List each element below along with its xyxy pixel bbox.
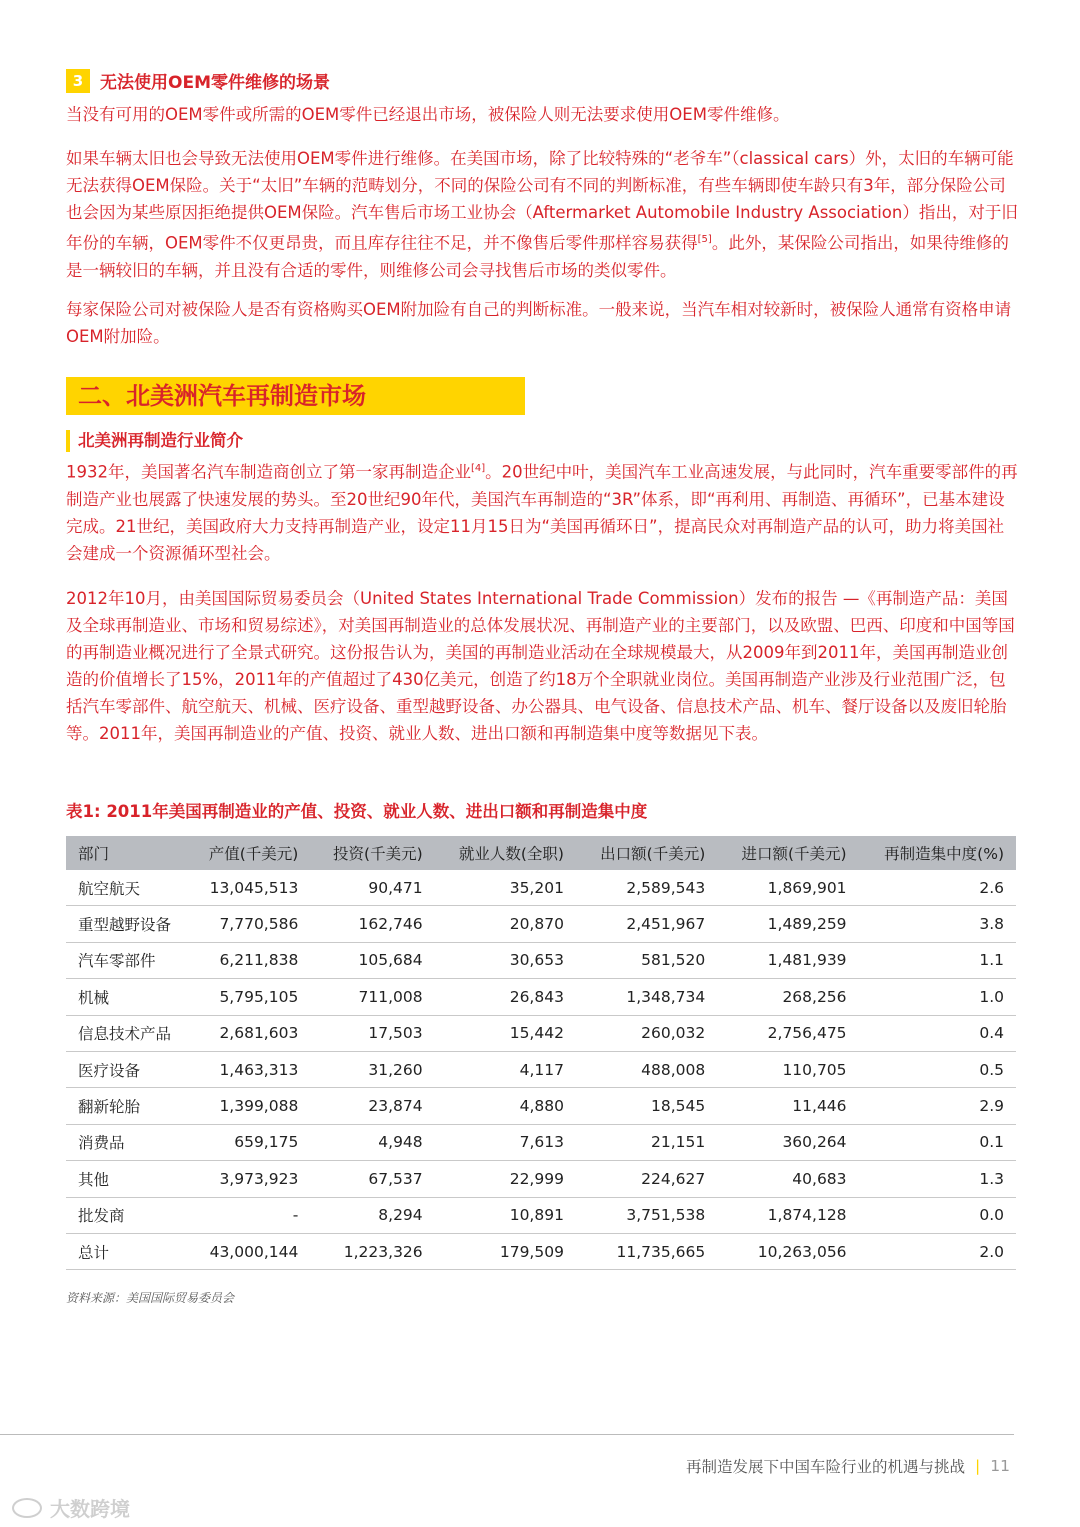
column-header: 出口额(千美元) <box>576 836 717 870</box>
section-3-paragraph-3: 每家保险公司对被保险人是否有资格购买OEM附加险有自己的判断标准。一般来说，当汽车相对较新时，被保险人通常有资格申请OEM附加险。 <box>66 300 1012 346</box>
row-label-cell: 总计 <box>66 1233 186 1269</box>
table-cell: 105,684 <box>310 942 434 978</box>
table-cell: 2,451,967 <box>576 906 717 942</box>
section-3-heading <box>66 68 330 93</box>
table-row <box>66 1051 1016 1087</box>
table-cell: 1,463,313 <box>186 1051 310 1087</box>
footnote-ref: [4] <box>471 463 486 474</box>
footer-title: 再制造发展下中国车险行业的机遇与挑战 <box>686 1458 966 1476</box>
table-cell: 1,223,326 <box>310 1233 434 1269</box>
table-cell: 3,973,923 <box>186 1161 310 1197</box>
row-label-cell: 汽车零部件 <box>66 942 186 978</box>
table-cell: 659,175 <box>186 1124 310 1160</box>
page-number: 11 <box>990 1457 1010 1475</box>
column-header: 进口额(千美元) <box>717 836 858 870</box>
chapter-banner: 二、北美洲汽车再制造市场 <box>66 377 525 415</box>
table-cell: 1,348,734 <box>576 979 717 1015</box>
table-cell: 0.0 <box>859 1197 1016 1233</box>
table-cell: 3.8 <box>859 906 1016 942</box>
table-cell: 7,770,586 <box>186 906 310 942</box>
table-cell: 20,870 <box>435 906 576 942</box>
row-label-cell: 重型越野设备 <box>66 906 186 942</box>
table-row <box>66 870 1016 906</box>
intro-paragraph-1 <box>66 455 1018 567</box>
table-cell: 4,948 <box>310 1124 434 1160</box>
row-label-cell: 批发商 <box>66 1197 186 1233</box>
table-cell: 162,746 <box>310 906 434 942</box>
page-footer <box>686 1455 1010 1477</box>
table-cell: 22,999 <box>435 1161 576 1197</box>
table-cell: 15,442 <box>435 1015 576 1051</box>
row-label-cell: 航空航天 <box>66 870 186 906</box>
table-row <box>66 1197 1016 1233</box>
table-cell: - <box>186 1197 310 1233</box>
row-label-cell: 机械 <box>66 979 186 1015</box>
table-row <box>66 1161 1016 1197</box>
table-cell: 11,735,665 <box>576 1233 717 1269</box>
table-cell: 13,045,513 <box>186 870 310 906</box>
column-header: 投资(千美元) <box>310 836 434 870</box>
paragraph-text: 。此外，某保险公司指出，如果待维修的是一辆较旧的车辆，并且没有合适的零件，则维修公司会寻找售后市场的类似零件。 <box>66 233 1009 280</box>
row-label-cell: 其他 <box>66 1161 186 1197</box>
table-cell: 21,151 <box>576 1124 717 1160</box>
table-cell: 260,032 <box>576 1015 717 1051</box>
table-cell: 31,260 <box>310 1051 434 1087</box>
column-header: 部门 <box>66 836 186 870</box>
table-header-row <box>66 836 1016 870</box>
column-header: 再制造集中度(%) <box>859 836 1016 870</box>
footnote-ref: [5] <box>697 234 712 245</box>
table-cell: 35,201 <box>435 870 576 906</box>
footer-divider <box>0 1434 1014 1435</box>
table-cell: 2.9 <box>859 1088 1016 1124</box>
table-cell: 0.4 <box>859 1015 1016 1051</box>
row-label-cell: 消费品 <box>66 1124 186 1160</box>
table-cell: 1.1 <box>859 942 1016 978</box>
column-header: 产值(千美元) <box>186 836 310 870</box>
table-cell: 110,705 <box>717 1051 858 1087</box>
table-row <box>66 906 1016 942</box>
table-cell: 10,891 <box>435 1197 576 1233</box>
section-number-badge: 3 <box>66 69 90 93</box>
table-cell: 8,294 <box>310 1197 434 1233</box>
table-row <box>66 942 1016 978</box>
table-cell: 711,008 <box>310 979 434 1015</box>
table-cell: 0.1 <box>859 1124 1016 1160</box>
row-label-cell: 信息技术产品 <box>66 1015 186 1051</box>
table-cell: 1.0 <box>859 979 1016 1015</box>
intro-heading: 北美洲再制造行业简介 <box>66 430 243 452</box>
table-cell: 360,264 <box>717 1124 858 1160</box>
table-cell: 11,446 <box>717 1088 858 1124</box>
table-cell: 179,509 <box>435 1233 576 1269</box>
table-cell: 90,471 <box>310 870 434 906</box>
table-cell: 2.6 <box>859 870 1016 906</box>
paragraph-text: 。20世纪中叶，美国汽车工业高速发展，与此同时，汽车重要零部件的再制造产业也展露了快速发展的势头。至20世纪90年代，美国汽车再制造的“3R”体系，即“再利用、再制造、再循环”，已基本建设完成。21世纪，美国政府大力支持再制造产业，设定11月15日为“美国再循环日”，提高民众对再制造产品的认可，助力将美国社会建成一个资源循环型社会。 <box>66 462 1018 563</box>
table-cell: 6,211,838 <box>186 942 310 978</box>
section-3-paragraph-2 <box>66 145 1018 284</box>
table-cell: 2,589,543 <box>576 870 717 906</box>
table-cell: 488,008 <box>576 1051 717 1087</box>
table-cell: 5,795,105 <box>186 979 310 1015</box>
table-cell: 1,869,901 <box>717 870 858 906</box>
table-row <box>66 1124 1016 1160</box>
table-row <box>66 1088 1016 1124</box>
footer-separator: | <box>975 1457 981 1475</box>
watermark-text: 大数跨境 <box>50 1497 130 1521</box>
table-cell: 2,756,475 <box>717 1015 858 1051</box>
watermark <box>12 1493 130 1522</box>
table-cell: 1,874,128 <box>717 1197 858 1233</box>
column-header: 就业人数(全职) <box>435 836 576 870</box>
table-caption: 表1: 2011年美国再制造业的产值、投资、就业人数、进出口额和再制造集中度 <box>66 802 648 821</box>
table-cell: 4,117 <box>435 1051 576 1087</box>
table-cell: 0.5 <box>859 1051 1016 1087</box>
table-cell: 18,545 <box>576 1088 717 1124</box>
table-cell: 40,683 <box>717 1161 858 1197</box>
table-cell: 3,751,538 <box>576 1197 717 1233</box>
section-3-paragraph-1: 当没有可用的OEM零件或所需的OEM零件已经退出市场，被保险人则无法要求使用OEM零件维修。 <box>66 105 790 124</box>
table-cell: 7,613 <box>435 1124 576 1160</box>
paragraph-text: 1932年，美国著名汽车制造商创立了第一家再制造企业 <box>66 462 471 482</box>
table-cell: 1,481,939 <box>717 942 858 978</box>
table-cell: 30,653 <box>435 942 576 978</box>
paragraph-text: 如果车辆太旧也会导致无法使用OEM零件进行维修。在美国市场，除了比较特殊的“老爷车”（classical cars）外，太旧的车辆可能无法获得OEM保险。关于“太旧”车辆的范畴划分，不同的保险公司有不同的判断标准，有些车辆即使车龄只有3年，部分保险公司也会因为某些原因拒绝提供OEM保险。汽车售后市场工业协会（Aftermarket Automobile Industry Association）指出，对于旧年份的车辆，OEM零件不仅更昂贵，而且库存往往不足，并不像售后零件那样容易获得 <box>66 149 1018 253</box>
table-cell: 268,256 <box>717 979 858 1015</box>
table-cell: 2,681,603 <box>186 1015 310 1051</box>
table-cell: 10,263,056 <box>717 1233 858 1269</box>
table-cell: 43,000,144 <box>186 1233 310 1269</box>
table-cell: 2.0 <box>859 1233 1016 1269</box>
table-body <box>66 870 1016 1270</box>
table-cell: 1.3 <box>859 1161 1016 1197</box>
table-cell: 26,843 <box>435 979 576 1015</box>
table-cell: 4,880 <box>435 1088 576 1124</box>
table-cell: 1,489,259 <box>717 906 858 942</box>
section-3-title: 无法使用OEM零件维修的场景 <box>100 73 330 93</box>
table-cell: 224,627 <box>576 1161 717 1197</box>
table-cell: 581,520 <box>576 942 717 978</box>
table-cell: 17,503 <box>310 1015 434 1051</box>
row-label-cell: 医疗设备 <box>66 1051 186 1087</box>
table-cell: 67,537 <box>310 1161 434 1197</box>
table-cell: 1,399,088 <box>186 1088 310 1124</box>
table-row <box>66 1233 1016 1269</box>
data-table <box>66 836 1016 1270</box>
watermark-logo-icon <box>12 1498 42 1518</box>
table-source-note: 资料来源：美国国际贸易委员会 <box>66 1291 235 1305</box>
table-row <box>66 979 1016 1015</box>
table-cell: 23,874 <box>310 1088 434 1124</box>
row-label-cell: 翻新轮胎 <box>66 1088 186 1124</box>
table-row <box>66 1015 1016 1051</box>
intro-paragraph-2: 2012年10月，由美国国际贸易委员会（United States International Trade Commission）发布的报告 —《再制造产品：美国及全球再制造业、市场和贸易综述》，对美国再制造业的总体发展状况、再制造产业的主要部门，以及欧盟、巴西、印度和中国等国的再制造业概况进行了全景式研究。这份报告认为，美国的再制造业活动在全球规模最大，从2009年到2011年，美国再制造业创造的价值增长了15%，2011年的产值超过了430亿美元，创造了约18万个全职就业岗位。美国再制造产业涉及行业范围广泛，包括汽车零部件、航空航天、机械、医疗设备、重型越野设备、办公器具、电气设备、信息技术产品、机车、餐厅设备以及废旧轮胎等。2011年，美国再制造业的产值、投资、就业人数、进出口额和再制造集中度等数据见下表。 <box>66 589 1015 743</box>
